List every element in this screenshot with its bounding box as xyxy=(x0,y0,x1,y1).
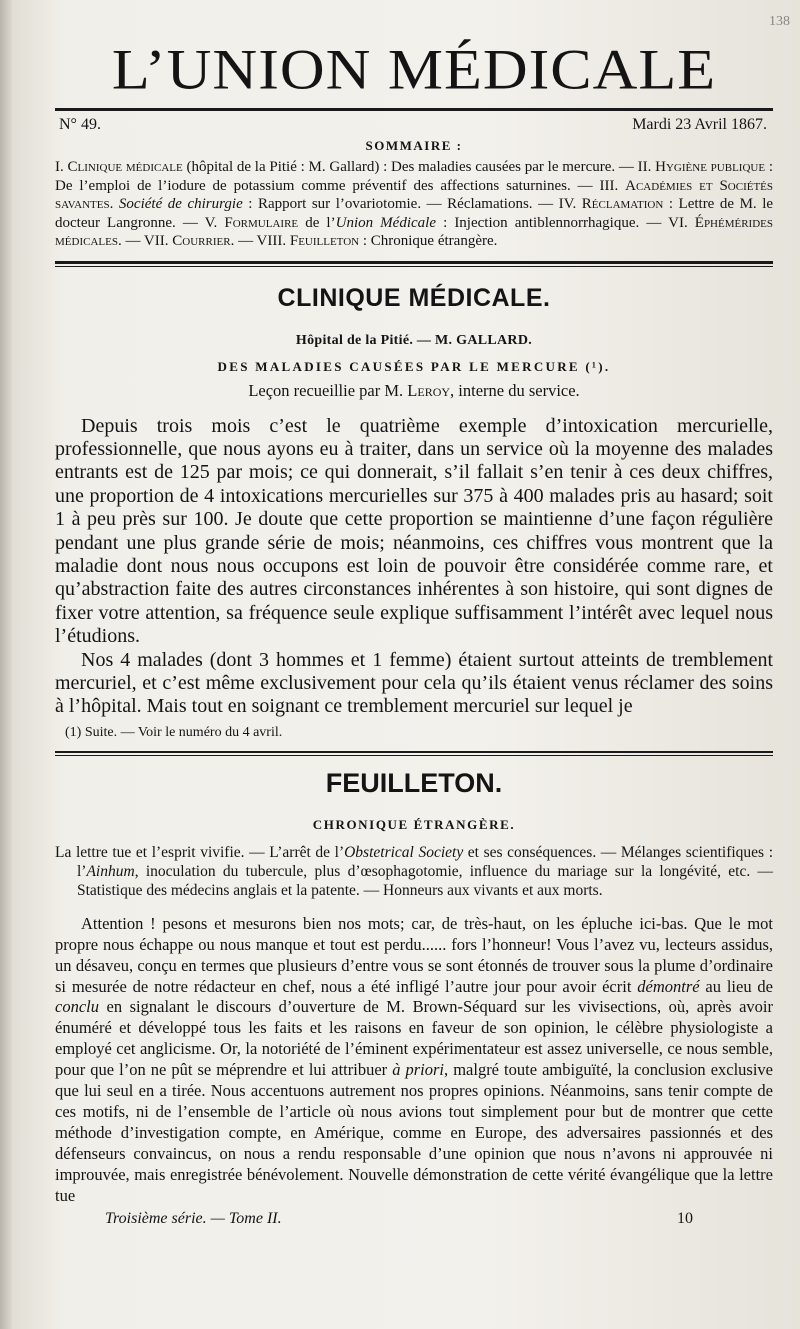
text-run: Attention ! pesons et mesurons bien nos mots; car, de très-haut, on les épluche ici-bas. Que le mot propre nous échappe ou nous manque et tout est perdu...... fors l’honneur! Vous l’avez vu, lecteurs assidus, un désaveu, conçu en termes que plusieurs d’entre vous se sont étonnés de trouver sous la plume d’ordinaire si mesurée de notre rédacteur en chef, nous a été infligé l’autre jour pour avoir écrit xyxy=(55,913,773,996)
lecture-prefix: Leçon recueillie par M. xyxy=(248,380,408,400)
feuilleton-body xyxy=(55,914,773,1207)
text-run: I. xyxy=(55,159,68,175)
text-run: , inoculation du tubercule, plus d’œsophagotomie, influence du mariage sur la longévité, etc. — Statistique des médecins anglais et la patente. — Honneurs aux vivants et aux morts. xyxy=(77,862,773,899)
footnote: (1) Suite. — Voir le numéro du 4 avril. xyxy=(65,724,283,740)
issue-date: Mardi 23 Avril 1867. xyxy=(632,116,767,133)
clinique-paragraph: Nos 4 malades (dont 3 hommes et 1 femme) étaient surtout atteints de tremblement mercuriel, et c’est même exclusivement pour cela qu’ils étaient venus réclamer des soins à l’hôpital. Mais tout en soignant ce tremblement mercuriel sur lequel je xyxy=(55,648,773,718)
section-rubric: Courrier xyxy=(172,233,231,249)
text-run: . xyxy=(109,196,119,212)
section-rubric: Éphémérides médicales xyxy=(55,214,774,249)
text-run: , malgré toute ambiguïté, la conclusion exclusive que lui seul en a tirée. Nous accentuons autrement nos propres opinions. Néanmoins, sans tenir compte de ces motifs, ni de l’ensemble de l’article où nous avions tout simplement pour but de montrer que cette méthode d’investigation compte, en Amérique, comme en Europe, des adversaires passionnés et des défenseurs convaincus, on nous a rendu responsable d’une opinion que nous n’avons ni approuvée ni improuvée, mais enregistrée bénévolement. Nouvelle démonstration de cette vérité évangélique que la lettre tue xyxy=(55,1060,774,1205)
series-label: Troisième série. — Tome II. xyxy=(105,1210,282,1228)
italic-term: démontré xyxy=(637,976,700,996)
italic-term: à priori xyxy=(392,1060,445,1080)
text-run: : De l’emploi de l’iodure de potassium comme préventif des affections saturnines. — III. xyxy=(55,159,774,194)
text-run: (hôpital de la Pitié : M. Gallard) : Des maladies causées par le mercure. — II. xyxy=(182,159,656,175)
section-rubric: Formulaire xyxy=(224,214,299,231)
italic-term: conclu xyxy=(55,997,99,1017)
clinique-title: CLINIQUE MÉDICALE. xyxy=(277,283,551,312)
clinique-paragraph: Depuis trois mois c’est le quatrième exemple d’intoxication mercurielle, professionnelle, que nous ayons eu à traiter, dans un service où la moyenne des malades entrants est de 125 par mois; ce qui donnerait, s’il fallait s’en tenir à ces deux chiffres, une proportion de 4 intoxications mercurielles sur 375 à 400 malades pris au hasard; soit 1 à peu près sur 100. Je doute que cette proportion se maintienne d’une façon régulière pendant une plus grande série de mois; néanmoins, ces chiffres vous montrent que la maladie dont nous nous occupons est loin de pouvoir être considérée comme rare, et qu’abstraction faite des autres circonstances inhérentes à son histoire, qui sont dignes de fixer votre attention, sa fréquence seule explique suffisamment l’intérêt avec lequel nous l’étudions. xyxy=(55,414,773,648)
section-rubric: Académies et Sociétés savantes xyxy=(55,177,774,212)
text-run: : Lettre de M. le docteur Langronne. — V. xyxy=(55,196,774,231)
clinique-body xyxy=(55,415,773,719)
page-footer xyxy=(55,1210,773,1228)
issue-line xyxy=(55,116,773,134)
feuilleton-divider xyxy=(55,751,773,756)
text-run: : Injection antiblennorrhagique. — VI. xyxy=(436,214,695,231)
section-rubric: Réclamation xyxy=(581,196,664,212)
masthead-title: L’UNION MÉDICALE xyxy=(111,38,717,102)
masthead-rule xyxy=(55,108,773,111)
sommaire-text xyxy=(55,158,773,251)
issue-number: N° 49. xyxy=(59,116,101,133)
feuilleton-paragraph xyxy=(55,914,773,1207)
feuilleton-title: FEUILLETON. xyxy=(325,767,503,798)
text-run: : Chronique étrangère. xyxy=(359,233,498,249)
feuilleton-subtitle: CHRONIQUE ÉTRANGÈRE. xyxy=(312,816,516,832)
italic-term: Ainhum xyxy=(86,862,135,880)
text-run: en signalant le discours d’ouverture de M. Brown-Séquard sur les vivisections, où, après avoir énuméré et développé tous les faits et les raisons en faveur de son opinion, le célèbre physiologiste a employé cet anglicisme. Or, la notoriété de l’éminent expérimentateur est assez universelle, ce nous semble, pour que l’on ne pût se méprendre et lui attribuer xyxy=(55,997,773,1080)
hospital-line: Hôpital de la Pitié. — M. GALLARD. xyxy=(295,332,533,348)
text-run: et ses conséquences. — Mélanges scientifiques : l’ xyxy=(77,843,773,880)
text-run: de l’ xyxy=(298,214,336,231)
section-divider xyxy=(55,261,773,267)
section-rubric: Clinique médicale xyxy=(67,159,183,175)
top-page-number: 138 xyxy=(769,14,790,29)
text-run: La lettre tue et l’esprit vivifie. — L’arrêt de l’ xyxy=(55,843,345,861)
text-run: au lieu de xyxy=(699,976,774,996)
text-run: . — VIII. xyxy=(230,233,290,249)
page-content xyxy=(55,0,773,1228)
subject-line: DES MALADIES CAUSÉES PAR LE MERCURE (¹). xyxy=(217,358,611,374)
italic-term: Union Médicale xyxy=(335,214,436,231)
italic-term: Obstetrical Society xyxy=(344,843,464,861)
lecture-author: Leroy xyxy=(407,380,451,400)
section-rubric: Hygiène publique xyxy=(655,159,766,175)
summary-text xyxy=(55,843,773,900)
page-number: 10 xyxy=(677,1210,693,1228)
text-run: . — VII. xyxy=(117,233,173,249)
italic-term: Société de chirurgie xyxy=(118,196,243,212)
sommaire-heading: SOMMAIRE : xyxy=(365,138,463,153)
lecture-credit xyxy=(55,381,773,401)
feuilleton-summary xyxy=(55,843,773,900)
section-rubric: Feuilleton xyxy=(289,233,360,249)
lecture-suffix: , interne du service. xyxy=(450,380,580,400)
page-spine-shadow xyxy=(0,0,12,1329)
text-run: : Rapport sur l’ovariotomie. — Réclamations. — IV. xyxy=(242,196,582,212)
